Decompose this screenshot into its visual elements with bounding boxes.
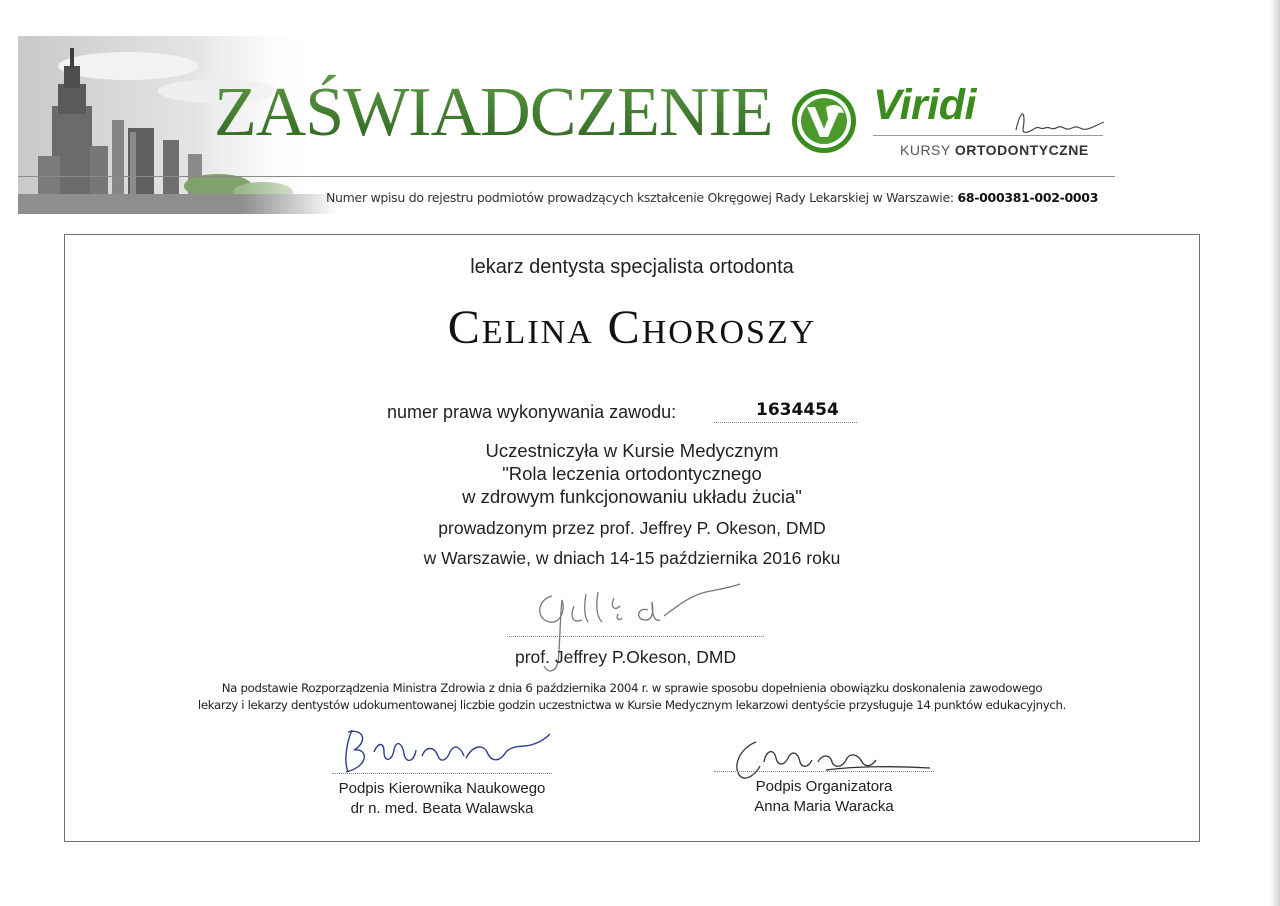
course-place-date: w Warszawie, w dniach 14-15 października 2016 roku bbox=[423, 548, 841, 568]
scientific-director-name: dr n. med. Beata Walawska bbox=[350, 800, 534, 817]
legal-notice bbox=[64, 680, 1200, 714]
lecturer-signature-line bbox=[507, 636, 764, 637]
scientific-director-signature-line bbox=[332, 773, 552, 774]
viridi-v-leaf-icon bbox=[790, 87, 858, 155]
registry-text: Numer wpisu do rejestru podmiotów prowadzących kształcenie Okręgowej Rady Lekarskiej w Warszawie: bbox=[326, 190, 954, 205]
certificate-title bbox=[214, 74, 773, 151]
brand-script-logo bbox=[1010, 100, 1110, 140]
organizer-name: Anna Maria Waracka bbox=[754, 798, 894, 815]
organizer-role: Podpis Organizatora bbox=[755, 778, 893, 795]
course-line-3: w zdrowym funkcjonowaniu układu żucia" bbox=[462, 486, 802, 507]
certificate-title-text: ZAŚWIADCZENIE bbox=[214, 74, 773, 151]
brand-sub-bold: ORTODONTYCZNE bbox=[954, 142, 1089, 158]
brand-subtitle bbox=[900, 142, 1089, 158]
profession: lekarz dentysta specjalista ortodonta bbox=[470, 256, 794, 278]
brand-sub-light: KURSY bbox=[900, 142, 951, 158]
registry-line bbox=[326, 190, 1098, 205]
organizer-signature-line bbox=[714, 771, 934, 772]
lecturer-name: prof. Jeffrey P.Okeson, DMD bbox=[515, 647, 737, 667]
registry-number: 68-000381-002-0003 bbox=[957, 190, 1099, 205]
brand-name: Viridi bbox=[873, 81, 976, 129]
page-edge bbox=[1270, 0, 1280, 906]
course-lecturer: prowadzonym przez prof. Jeffrey P. Okeson, DMD bbox=[438, 518, 826, 538]
brand-rule bbox=[873, 135, 1103, 136]
legal-line-1: Na podstawie Rozporządzenia Ministra Zdrowia z dnia 6 października 2004 r. w sprawie sposobu dopełnienia obowiązku doskonalenia zawodowego bbox=[221, 681, 1043, 695]
header-divider bbox=[18, 176, 1115, 177]
course-line-2: "Rola leczenia ortodontycznego bbox=[502, 463, 762, 484]
scientific-director-role: Podpis Kierownika Naukowego bbox=[338, 780, 546, 797]
course-line-1: Uczestniczyła w Kursie Medycznym bbox=[485, 440, 779, 461]
recipient-name: Celina Choroszy bbox=[447, 301, 817, 354]
legal-line-2: lekarzy i lekarzy dentystów udokumentowanej liczbie godzin uczestnictwa w Kursie Medycznym lekarzowi dentyście przysługuje 14 punktów edukacyjnych. bbox=[197, 698, 1067, 712]
license-label: numer prawa wykonywania zawodu: bbox=[387, 402, 677, 422]
license-number: 1634454 bbox=[756, 400, 839, 420]
